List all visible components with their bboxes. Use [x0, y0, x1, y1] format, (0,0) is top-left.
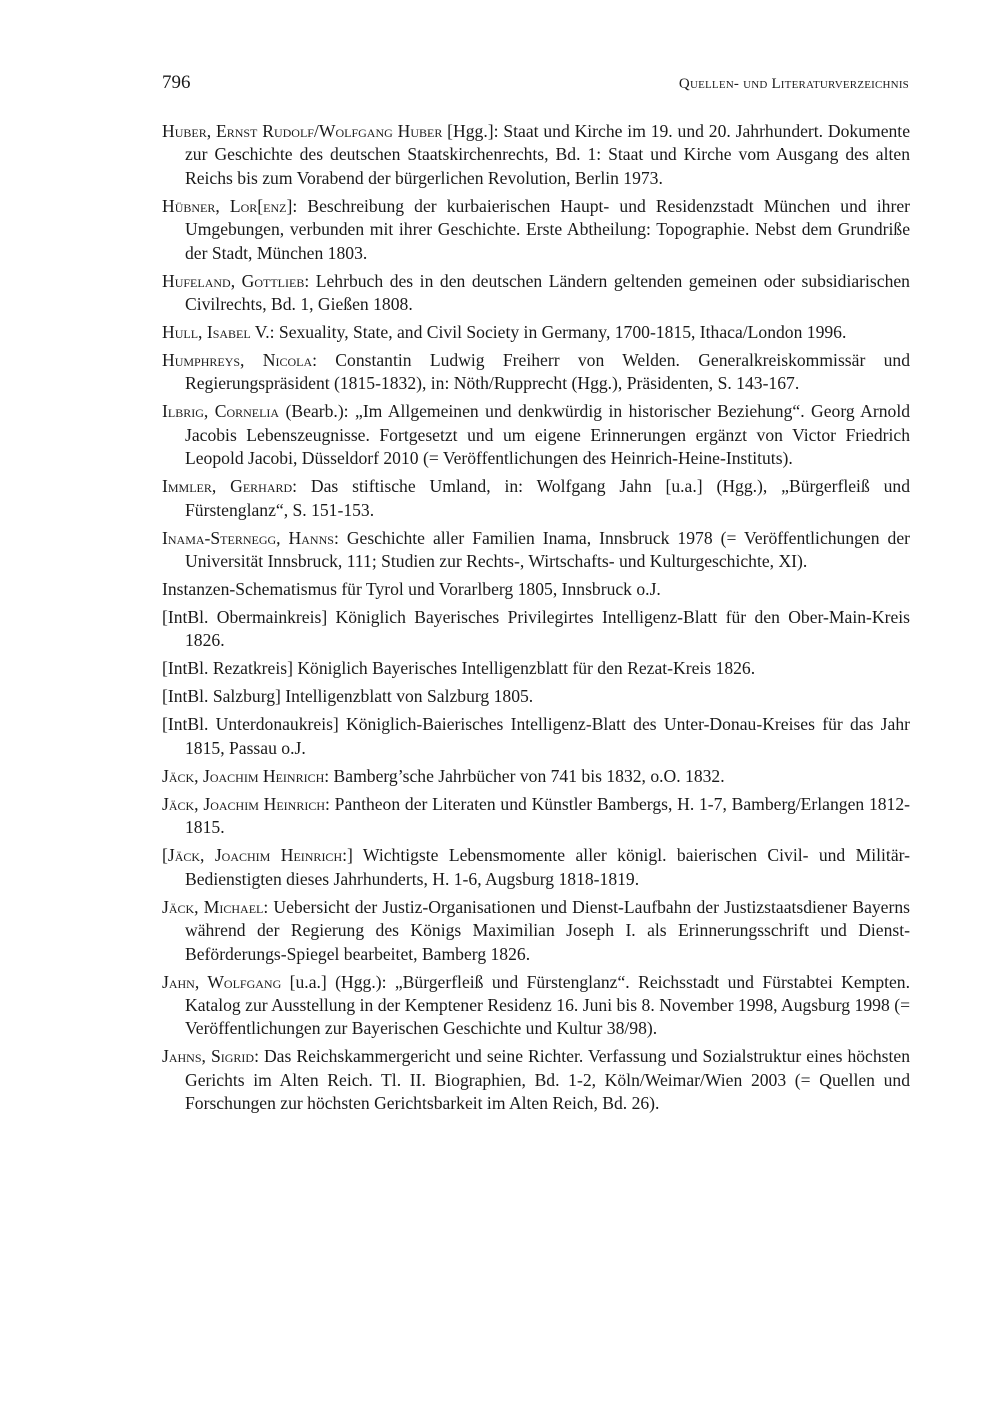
bibliography-entry: [162, 475, 910, 522]
entry-author: Ilbrig, Cornelia: [162, 401, 280, 422]
entry-author: Jahn, Wolfgang: [162, 971, 282, 992]
entry-text: [IntBl. Obermainkreis] Königlich Bayerisches Privilegirtes Intelligenz-Blatt für den Ober-Main-Kreis 1826.: [162, 607, 910, 651]
entry-author: Jäck, Joachim Heinrich: [162, 765, 325, 786]
bibliography-entry: [162, 349, 910, 396]
entry-author: [Jäck, Joachim Heinrich:]: [162, 845, 353, 866]
running-head: Quellen- und Literaturverzeichnis: [678, 76, 909, 92]
entry-text: : Das Reichskammergericht und seine Richter. Verfassung und Sozialstruktur eines höchsten Gerichts im Alten Reich. Tl. II. Biographien, Bd. 1-2, Köln/Weimar/Wien 2003 (= Quellen und Forschungen zur höchsten Gerichtsbarkeit im Alten Reich, Bd. 26).: [185, 1046, 910, 1114]
entry-text: [IntBl. Rezatkreis] Königlich Bayerisches Intelligenzblatt für den Rezat-Kreis 1826.: [162, 658, 756, 679]
entry-text: : Constantin Ludwig Freiherr von Welden. Generalkreiskommissär und Regierungspräsident (1815-1832), in: Nöth/Rupprecht (Hgg.), Präsidenten, S. 143-167.: [185, 350, 910, 394]
bibliography-entry: [162, 578, 910, 601]
bibliography-entry: [162, 400, 910, 470]
bibliography-entry: [162, 765, 910, 788]
entry-author: Jahns, Sigrid: [162, 1046, 255, 1067]
entry-author: Huber, Ernst Rudolf/Wolfgang Huber: [162, 121, 443, 141]
entry-text: : Lehrbuch des in den deutschen Ländern geltenden gemeinen oder subsidiarischen Civilrechts, Bd. 1, Gießen 1808.: [185, 270, 910, 315]
bibliography-entry: [162, 195, 910, 265]
entry-author: Immler, Gerhard: [162, 476, 293, 497]
entry-text: V.: Sexuality, State, and Civil Society in Germany, 1700-1815, Ithaca/London 1996.: [250, 322, 847, 343]
entry-author: Hübner, Lor[enz]: [162, 195, 293, 216]
bibliography-entry: [162, 793, 910, 840]
entry-author: Jäck, Michael: [162, 896, 264, 917]
bibliography-entry: [162, 657, 910, 680]
entry-text: : Uebersicht der Justiz-Organisationen und Dienst-Laufbahn der Justizstaatsdiener Bayerns während der Regierung des Königs Maximilian Joseph I. als Erinnerungsschrift und Dienst-Beförderungs-Spiegel bearbeitet, Bamberg 1826.: [185, 896, 910, 964]
bibliography-entry: [162, 896, 910, 966]
bibliography-entry: [162, 971, 910, 1041]
bibliography-entry: [162, 527, 910, 574]
bibliography-entry: [162, 713, 910, 760]
entry-text: [Hgg.]: Staat und Kirche im 19. und 20. Jahrhundert. Dokumente zur Geschichte des deutschen Staatskirchenrechts, Bd. 1: Staat und Kirche vom Ausgang des alten Reichs bis zum Vorabend der bürgerlichen Revolution, Berlin 1973.: [185, 121, 911, 188]
page-number: 796: [162, 72, 191, 93]
entry-author: Jäck, Joachim Heinrich: [162, 793, 326, 814]
entry-text: : Das stiftische Umland, in: Wolfgang Jahn [u.a.] (Hgg.), „Bürgerfleiß und Fürstenglanz“, S. 151-153.: [185, 476, 910, 520]
entry-text: Instanzen-Schematismus für Tyrol und Vorarlberg 1805, Innsbruck o.J.: [162, 579, 661, 600]
entry-text: : Pantheon der Literaten und Künstler Bambergs, H. 1-7, Bamberg/Erlangen 1812-1815.: [185, 793, 910, 838]
entry-text: : Beschreibung der kurbaierischen Haupt- und Residenzstadt München und ihrer Umgebungen, verbunden mit ihrer Geschichte. Erste Abtheilung: Topographie. Nebst dem Grundriße der Stadt, München 1803.: [185, 195, 910, 263]
entry-author: Humphreys, Nicola: [162, 350, 313, 371]
bibliography-entry: [162, 844, 910, 891]
bibliography-entry: [162, 321, 910, 344]
bibliography-entry: [162, 270, 910, 317]
entry-text: [IntBl. Unterdonaukreis] Königlich-Baierisches Intelligenz-Blatt des Unter-Donau-Kreises für das Jahr 1815, Passau o.J.: [162, 714, 910, 758]
entry-text: Wichtigste Lebensmomente aller königl. baierischen Civil- und Militär-Bedienstigten dieses Jahrhunderts, H. 1-6, Augsburg 1818-1819.: [185, 845, 910, 889]
bibliography-entry: [162, 606, 910, 653]
entry-author: Inama-Sternegg, Hanns: [162, 527, 334, 548]
entry-author: Hufeland, Gottlieb: [162, 270, 305, 291]
bibliography-entry: [162, 1045, 910, 1115]
entry-text: : Bamberg’sche Jahrbücher von 741 bis 1832, o.O. 1832.: [324, 765, 725, 786]
bibliography-entry: [162, 120, 910, 190]
entry-text: : Geschichte aller Familien Inama, Innsbruck 1978 (= Veröffentlichungen der Universität Innsbruck, 111; Studien zur Rechts-, Wirtschafts- und Kulturgeschichte, XI).: [185, 527, 910, 572]
bibliography-list: [162, 120, 910, 1120]
entry-text: [u.a.] (Hgg.): „Bürgerfleiß und Fürstenglanz“. Reichsstadt und Fürstabtei Kempten. Katalog zur Ausstellung in der Kemptener Residenz 16. Juni bis 8. November 1998, Augsburg 1998 (= Veröffentlichungen zur Bayerischen Geschichte und Kultur 38/98).: [185, 971, 911, 1039]
entry-text: [IntBl. Salzburg] Intelligenzblatt von Salzburg 1805.: [162, 686, 534, 707]
bibliography-entry: [162, 685, 910, 708]
entry-text: (Bearb.): „Im Allgemeinen und denkwürdig in historischer Beziehung“. Georg Arnold Jacobis Lebenszeugnisse. Fortgesetzt und um eigene Erinnerungen ergänzt von Victor Friedrich Leopold Jacobi, Düsseldorf 2010 (= Veröffentlichungen des Heinrich-Heine-Instituts).: [185, 401, 910, 469]
entry-author: Hull, Isabel: [162, 322, 251, 343]
page-header: [162, 72, 909, 100]
